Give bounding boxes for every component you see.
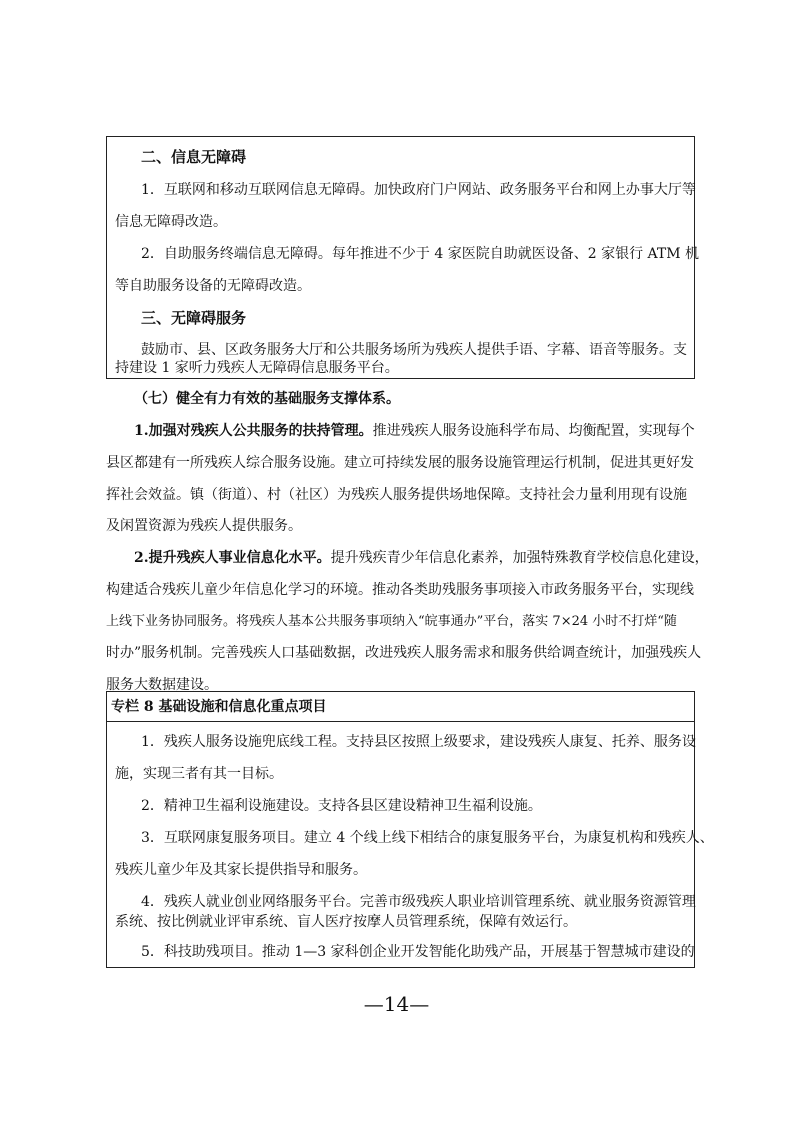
item-line: 2．精神卫生福利设施建设。支持各县区建设精神卫生福利设施。	[141, 798, 542, 814]
box-title: 专栏 8 基础设施和信息化重点项目	[111, 699, 327, 715]
box-header	[107, 692, 694, 722]
paragraph-lead: 1.加强对残疾人公共服务的扶持管理。	[134, 423, 373, 439]
item-line: 施，实现三者有其一目标。	[115, 766, 283, 782]
heading-info-accessibility: 二、信息无障碍	[141, 148, 247, 166]
paragraph-line: 构建适合残疾儿童少年信息化学习的环境。推动各类助残服务事项接入市政务服务平台，实现线	[106, 582, 694, 598]
paragraph-line: 及闲置资源为残疾人提供服务。	[106, 518, 302, 534]
paragraph-lead: 2.提升残疾人事业信息化水平。	[134, 550, 331, 566]
paragraph-line: 鼓励市、县、区政务服务大厅和公共服务场所为残疾人提供手语、字幕、语音等服务。支	[141, 342, 687, 358]
paragraph-line: 服务大数据建设。	[106, 677, 218, 693]
item-line: 2．自助服务终端信息无障碍。每年推进不少于 4 家医院自助就医设备、2 家银行 ATM 机	[141, 246, 699, 262]
item-line: 3．互联网康复服务项目。建立 4 个线上线下相结合的康复服务平台，为康复机构和残疾人、	[141, 830, 714, 846]
info-accessibility-box	[106, 136, 699, 379]
paragraph-line	[134, 548, 709, 568]
section-heading: （七）健全有力有效的基础服务支撑体系。	[134, 391, 400, 407]
paragraph-text: 推进残疾人服务设施科学布局、均衡配置，实现每个	[372, 423, 695, 439]
item-line: 1．互联网和移动互联网信息无障碍。加快政府门户网站、政务服务平台和网上办事大厅等	[141, 182, 696, 198]
item-line: 系统、按比例就业评审系统、盲人医疗按摩人员管理系统，保障有效运行。	[115, 914, 577, 930]
item-line: 等自助服务设备的无障碍改造。	[115, 278, 311, 294]
paragraph-line: 上线下业务协同服务。将残疾人基本公共服务事项纳入“皖事通办”平台，落实 7×24 小时不打烊“随	[106, 614, 677, 629]
item-line: 1．残疾人服务设施兜底线工程。支持县区按照上级要求，建设残疾人康复、托养、服务设	[141, 734, 696, 750]
item-line: 4．残疾人就业创业网络服务平台。完善市级残疾人职业培训管理系统、就业服务资源管理	[141, 894, 696, 910]
heading-accessible-service: 三、无障碍服务	[141, 309, 247, 327]
infrastructure-projects-box	[106, 691, 714, 968]
paragraph-line: 时办”服务机制。完善残疾人口基础数据，改进残疾人服务需求和服务供给调查统计，加强残疾人	[106, 645, 702, 661]
paragraph-line: 县区都建有一所残疾人综合服务设施。建立可持续发展的服务设施管理运行机制，促进其更好发	[106, 455, 694, 471]
paragraph-text: 提升残疾青少年信息化素养，加强特殊教育学校信息化建设，	[330, 550, 709, 566]
item-line: 5．科技助残项目。推动 1—3 家科创企业开发智能化助残产品，开展基于智慧城市建设的	[141, 944, 695, 960]
item-line: 残疾儿童少年及其家长提供指导和服务。	[115, 862, 367, 878]
paragraph-line	[134, 421, 695, 441]
item-line: 信息无障碍改造。	[115, 214, 227, 230]
page-number: —14—	[363, 992, 430, 1016]
paragraph-line: 挥社会效益。镇（街道）、村（社区）为残疾人服务提供场地保障。支持社会力量利用现有设施	[106, 487, 687, 503]
paragraph-line: 持建设 1 家听力残疾人无障碍信息服务平台。	[115, 360, 399, 376]
